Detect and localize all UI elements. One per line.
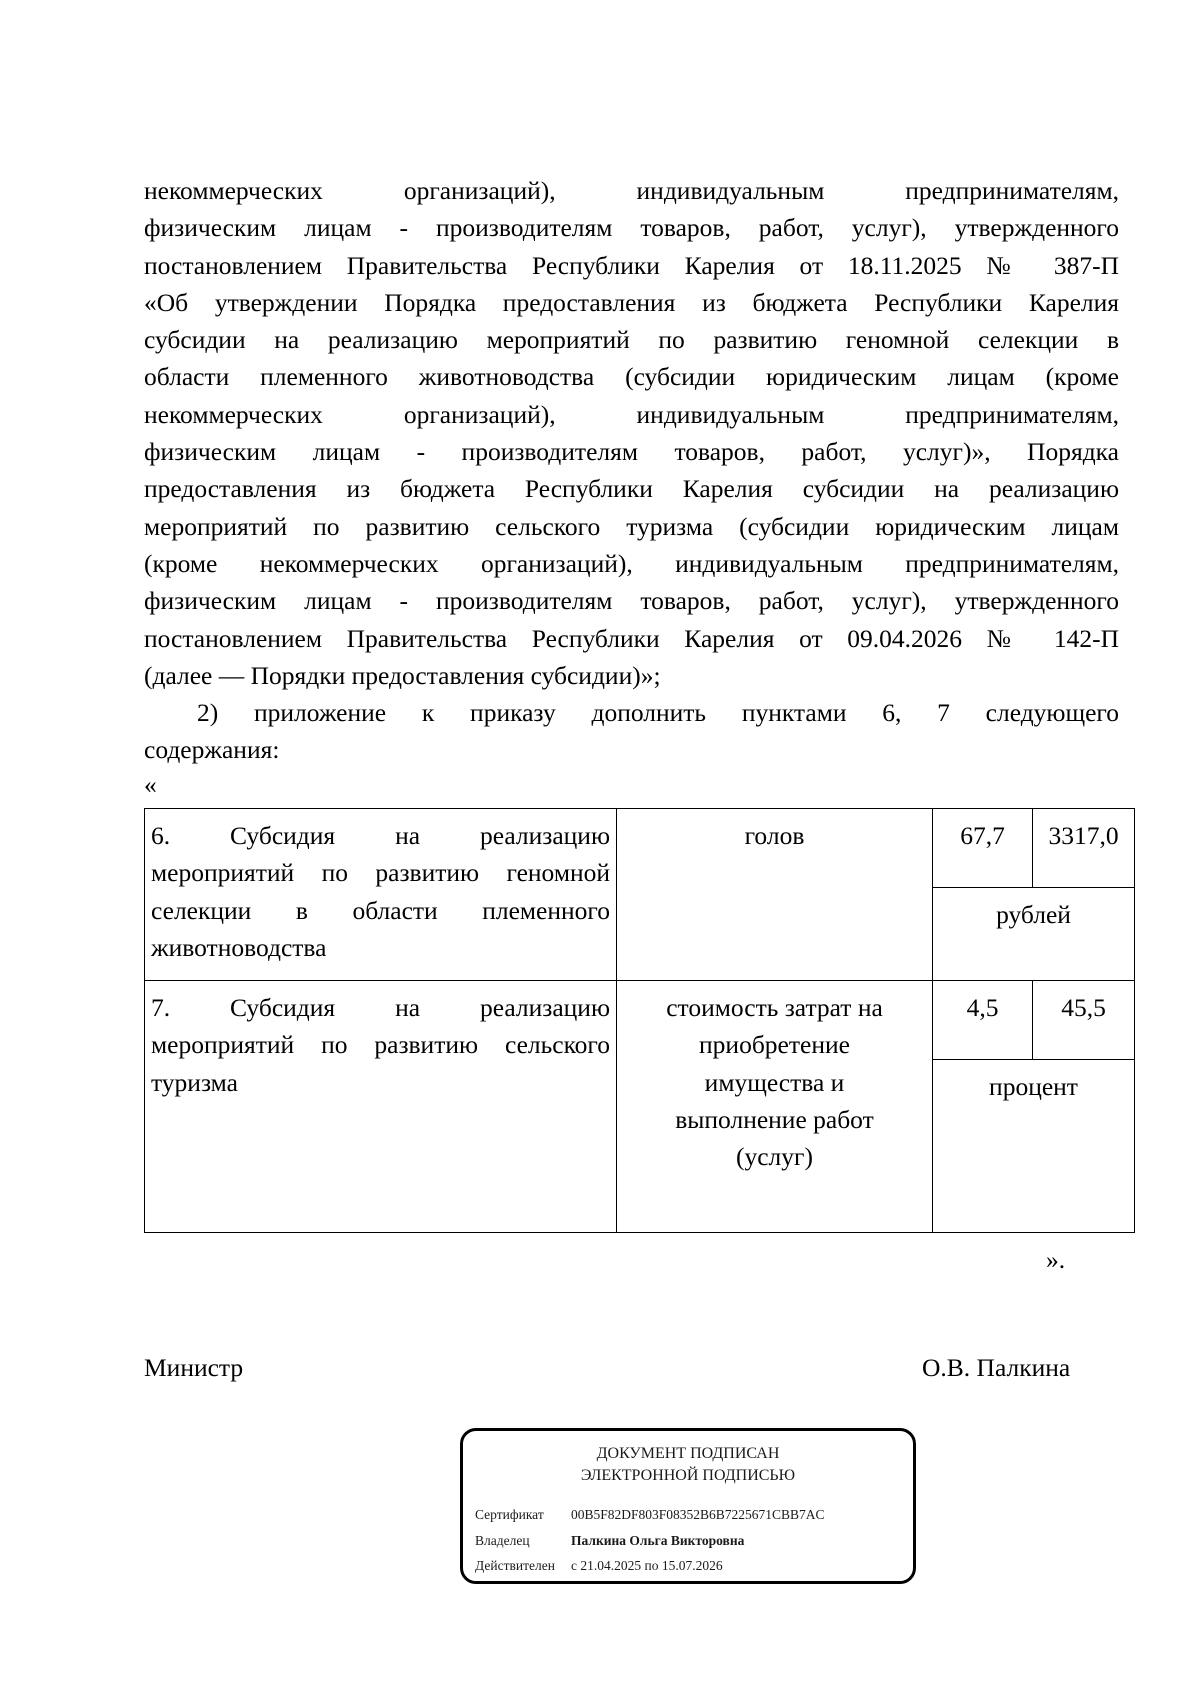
opening-quote: « [144, 770, 157, 799]
row-6-name-cell [145, 809, 617, 981]
stamp-validity-row [475, 1558, 723, 1574]
table-row [145, 809, 1135, 888]
table-row [145, 981, 1135, 1060]
row-6-unit-cell [617, 809, 933, 981]
unit-line: (услуг) [736, 1142, 813, 1172]
stamp-title-line: ДОКУМЕНТ ПОДПИСАН [596, 1445, 780, 1462]
cell-line: 7. Субсидия на реализацию [151, 993, 610, 1022]
body-line: (кроме некоммерческих организаций), индивидуальным предпринимателям, [144, 548, 1119, 578]
cell-line: 6. Субсидия на реализацию [151, 821, 610, 850]
body-line: субсидии на реализацию мероприятий по развитию геномной селекции в [144, 325, 1119, 355]
cell-line: мероприятий по развитию геномной [151, 858, 610, 888]
body-line: области племенного животноводства (субсидии юридическим лицам (кроме [144, 362, 1119, 392]
row-7-value-2: 45,5 [1033, 981, 1135, 1060]
stamp-label: Владелец [475, 1533, 530, 1548]
body-line: (далее — Порядки предоставления субсидии)»; [144, 660, 661, 690]
electronic-signature-stamp [460, 1428, 916, 1584]
stamp-value: с 21.04.2025 по 15.07.2026 [571, 1558, 723, 1573]
unit-line: имущества и [704, 1067, 845, 1097]
body-line: некоммерческих организаций), индивидуальным предпринимателям, [144, 176, 1119, 205]
row-7-unit-cell [617, 981, 933, 1233]
signatory-name: О.В. Палкина [922, 1353, 1071, 1382]
row-7-value-1: 4,5 [933, 981, 1033, 1060]
body-line: «Об утверждении Порядка предоставления из бюджета Республики Карелия [144, 287, 1119, 317]
signatory-position: Министр [144, 1353, 244, 1382]
row-6-value-1: 67,7 [933, 809, 1033, 888]
body-line: содержания: [144, 735, 280, 765]
stamp-owner-row [475, 1533, 744, 1549]
stamp-value: 00B5F82DF803F08352B6B7225671CBB7AC [571, 1507, 825, 1522]
body-line: предоставления из бюджета Республики Карелия субсидии на реализацию [144, 474, 1119, 504]
cell-line: селекции в области племенного [151, 895, 610, 925]
row-7-subunit: процент [933, 1060, 1135, 1233]
unit-text: голов [744, 821, 805, 850]
row-6-value-2: 3317,0 [1033, 809, 1135, 888]
unit-line: стоимость затрат на [666, 993, 883, 1022]
body-line: некоммерческих организаций), индивидуальным предпринимателям, [144, 399, 1119, 429]
body-line: мероприятий по развитию сельского туризма (субсидии юридическим лицам [144, 511, 1119, 541]
cell-line: мероприятий по развитию сельского [151, 1030, 610, 1060]
unit-line: выполнение работ [675, 1104, 874, 1134]
body-line: 2) приложение к приказу дополнить пунктами 6, 7 следующего [197, 698, 1119, 728]
body-line: физическим лицам - производителям товаров, работ, услуг), утвержденного [144, 586, 1119, 616]
unit-line: приобретение [699, 1030, 850, 1060]
stamp-value: Палкина Ольга Викторовна [571, 1533, 745, 1548]
body-line: постановлением Правительства Республики Карелия от 09.04.2026 № 142-П [144, 623, 1119, 653]
stamp-title-line: ЭЛЕКТРОННОЙ ПОДПИСЬЮ [580, 1467, 796, 1484]
body-text [144, 172, 1119, 769]
row-7-name-cell [145, 981, 617, 1233]
body-line: постановлением Правительства Республики Карелия от 18.11.2025 № 387-П [144, 250, 1119, 280]
closing-quote: ». [1046, 1245, 1066, 1274]
cell-line: туризма [151, 1067, 238, 1097]
body-line: физическим лицам - производителям товаров, работ, услуг), утвержденного [144, 213, 1119, 243]
stamp-label: Сертификат [475, 1507, 544, 1522]
body-line: физическим лицам - производителям товаров, работ, услуг)», Порядка [144, 437, 1119, 467]
stamp-label: Действителен [475, 1558, 555, 1573]
cell-line: животноводства [151, 932, 327, 962]
stamp-certificate-row [475, 1507, 825, 1523]
row-6-subunit: рублей [933, 888, 1135, 981]
appendix-table [144, 808, 1135, 1233]
